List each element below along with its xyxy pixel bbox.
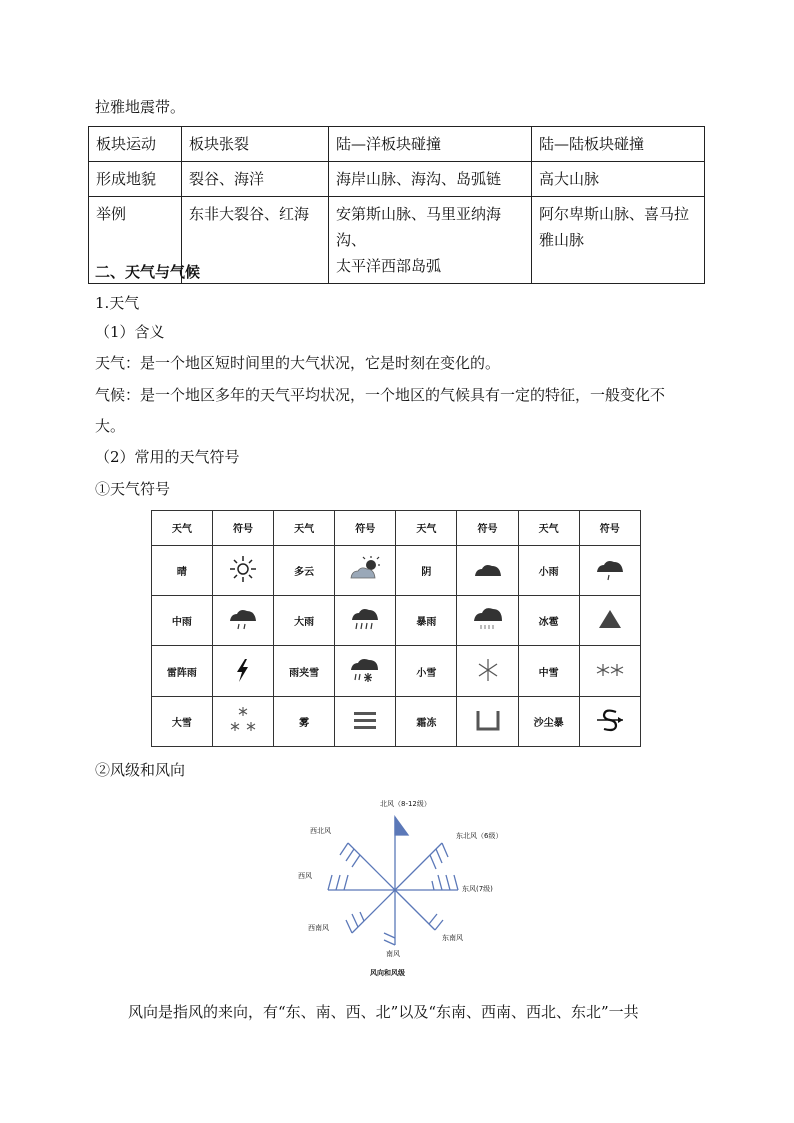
hail-icon [593, 604, 627, 634]
symbol-cell [579, 696, 640, 746]
rainstorm-icon [471, 604, 505, 634]
weather-name: 雾 [274, 696, 335, 746]
subsection-heading: ①天气符号 [95, 480, 171, 498]
weather-name: 大雪 [152, 696, 213, 746]
sleet-icon [348, 655, 382, 685]
table-cell: 东非大裂谷、红海 [182, 197, 329, 284]
table-row [152, 596, 641, 646]
southeast-wind-barbs [429, 914, 443, 930]
symbol-cell [212, 545, 273, 595]
weather-name: 暴雨 [396, 596, 457, 646]
frost-icon [471, 705, 505, 735]
weather-name: 小雪 [396, 646, 457, 696]
weather-name: 中雪 [518, 646, 579, 696]
intro-line: 拉雅地震带。 [95, 98, 186, 116]
header-cell: 符号 [579, 511, 640, 546]
header-cell: 天气 [274, 511, 335, 546]
north-wind-flag [395, 817, 408, 835]
symbol-cell [335, 596, 396, 646]
diagram-caption: 风向和风级 [370, 969, 405, 977]
fog-icon [348, 705, 382, 735]
west-wind-label: 西风 [298, 872, 312, 880]
northwest-wind-shaft [348, 843, 395, 890]
east-wind-barbs [432, 875, 458, 890]
cell-line: 雅山脉 [539, 231, 585, 249]
table-cell: 形成地貌 [89, 162, 182, 197]
northeast-wind-label: 东北风（6级） [456, 832, 503, 840]
north-wind-label: 北风（8-12级） [380, 800, 431, 808]
table-row [89, 127, 705, 162]
section-title: 二、天气与气候 [95, 263, 201, 281]
symbol-cell [579, 545, 640, 595]
sub-title: 1.天气 [95, 294, 140, 312]
cell-line: 阿尔卑斯山脉、喜马拉 [539, 205, 690, 223]
table-row [152, 646, 641, 696]
symbol-cell [335, 646, 396, 696]
cell-line: 太平洋西部岛弧 [336, 257, 442, 275]
climate-definition: 气候：是一个地区多年的天气平均状况，一个地区的气候具有一定的特征，一般变化不 [95, 386, 666, 404]
plate-movement-table [88, 126, 705, 284]
table-cell: 海岸山脉、海沟、岛弧链 [329, 162, 532, 197]
light-rain-icon [593, 554, 627, 584]
moderate-snow-icon [593, 655, 627, 685]
light-snow-icon [471, 655, 505, 685]
northwest-wind-barbs [340, 843, 360, 867]
weather-name: 雨夹雪 [274, 646, 335, 696]
weather-name: 阴 [396, 545, 457, 595]
weather-name: 雷阵雨 [152, 646, 213, 696]
header-cell: 天气 [518, 511, 579, 546]
overcast-icon [471, 554, 505, 584]
item-heading: （2）常用的天气符号 [95, 448, 240, 466]
symbol-cell [335, 696, 396, 746]
table-cell [329, 197, 532, 284]
east-wind-label: 东风(7级) [462, 885, 493, 893]
west-wind-barbs [328, 875, 348, 890]
sandstorm-icon [593, 705, 627, 735]
table-row [152, 696, 641, 746]
cloudy-icon [348, 554, 382, 584]
heavy-snow-icon [226, 705, 260, 735]
symbol-cell [212, 596, 273, 646]
south-wind-barbs [384, 933, 395, 945]
symbol-cell [457, 596, 518, 646]
table-cell: 举例 [89, 197, 182, 284]
northwest-wind-label: 西北风 [310, 827, 331, 835]
symbol-cell [212, 646, 273, 696]
cell-line: 安第斯山脉、马里亚纳海沟、 [336, 205, 502, 249]
table-cell: 高大山脉 [532, 162, 705, 197]
symbol-cell [457, 545, 518, 595]
moderate-rain-icon [226, 604, 260, 634]
symbol-cell [579, 596, 640, 646]
weather-name: 多云 [274, 545, 335, 595]
heavy-rain-icon [348, 604, 382, 634]
symbol-cell [457, 646, 518, 696]
weather-definition: 天气：是一个地区短时间里的大气状况，它是时刻在变化的。 [95, 354, 501, 372]
header-cell: 天气 [396, 511, 457, 546]
weather-name: 小雨 [518, 545, 579, 595]
header-cell: 符号 [335, 511, 396, 546]
weather-name: 中雨 [152, 596, 213, 646]
weather-name: 冰雹 [518, 596, 579, 646]
table-header-row [152, 511, 641, 546]
wind-direction-diagram [290, 795, 503, 980]
table-cell: 板块张裂 [182, 127, 329, 162]
symbol-cell [335, 545, 396, 595]
table-cell: 陆—陆板块碰撞 [532, 127, 705, 162]
table-cell [532, 197, 705, 284]
header-cell: 天气 [152, 511, 213, 546]
weather-name: 沙尘暴 [518, 696, 579, 746]
table-row [152, 545, 641, 595]
weather-name: 大雨 [274, 596, 335, 646]
wind-direction-text: 风向是指风的来向，有“东、南、西、北”以及“东南、西南、西北、东北”一共 [128, 1003, 639, 1021]
southeast-wind-label: 东南风 [442, 934, 463, 942]
item-heading: （1）含义 [95, 323, 165, 341]
climate-definition-cont: 大。 [95, 417, 126, 435]
subsection-heading: ②风级和风向 [95, 761, 186, 779]
weather-symbol-table [151, 510, 641, 747]
southwest-wind-label: 西南风 [308, 924, 329, 932]
weather-name: 霜冻 [396, 696, 457, 746]
table-cell: 板块运动 [89, 127, 182, 162]
symbol-cell [579, 646, 640, 696]
table-row [89, 162, 705, 197]
sunny-icon [226, 554, 260, 584]
thunderstorm-icon [226, 655, 260, 685]
table-cell: 陆—洋板块碰撞 [329, 127, 532, 162]
weather-name: 晴 [152, 545, 213, 595]
table-cell: 裂谷、海洋 [182, 162, 329, 197]
south-wind-label: 南风 [386, 950, 400, 958]
header-cell: 符号 [212, 511, 273, 546]
header-cell: 符号 [457, 511, 518, 546]
symbol-cell [212, 696, 273, 746]
symbol-cell [457, 696, 518, 746]
